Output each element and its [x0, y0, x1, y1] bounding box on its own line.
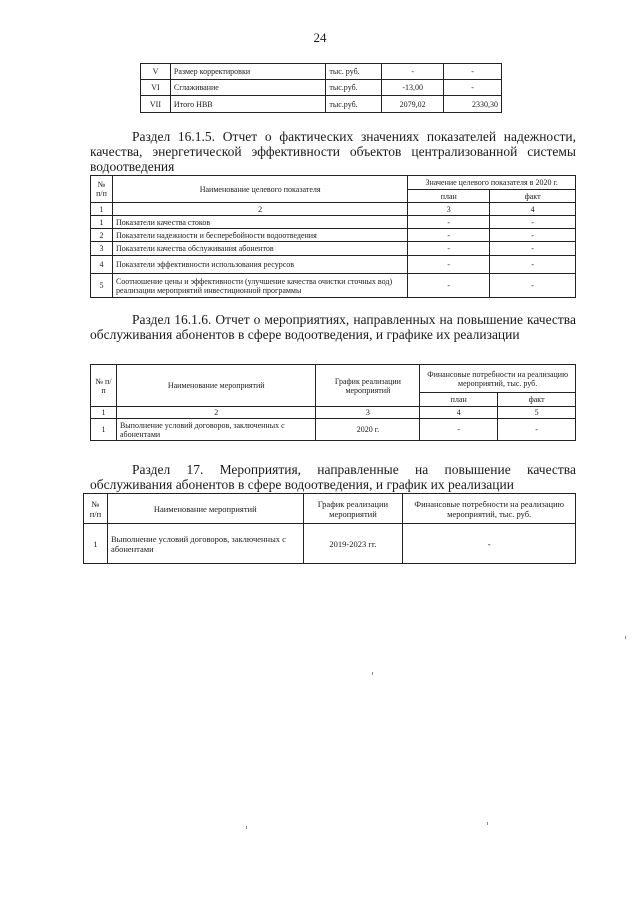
- header-schedule: График реализации мероприятий: [316, 365, 420, 407]
- row-unit: тыс.руб.: [326, 96, 382, 113]
- row-plan: -: [408, 256, 490, 274]
- row-name: Сглаживание: [170, 80, 325, 96]
- row-plan: -: [420, 419, 498, 441]
- row-plan: -: [408, 216, 490, 229]
- row-name: Выполнение условий договоров, заключенных с абонентами: [116, 419, 316, 441]
- row-name: Показатели качества стоков: [112, 216, 407, 229]
- scan-speck: [246, 826, 247, 829]
- column-index: 1: [91, 203, 113, 216]
- row-plan: -: [408, 242, 490, 256]
- row-value-1: -: [382, 64, 444, 80]
- row-finance: -: [403, 524, 576, 564]
- table-row: [84, 524, 576, 564]
- header-fact: факт: [490, 190, 576, 203]
- row-number: 1: [91, 419, 117, 441]
- row-value-2: -: [444, 64, 502, 80]
- row-number: 4: [91, 256, 113, 274]
- column-index-row: [91, 407, 576, 419]
- row-value-1: 2079,02: [382, 96, 444, 113]
- row-fact: -: [490, 242, 576, 256]
- row-schedule: 2019-2023 гг.: [303, 524, 403, 564]
- column-index: 2: [112, 203, 407, 216]
- column-index: 3: [408, 203, 490, 216]
- header-finance: Финансовые потребности на реализацию мероприятий, тыс. руб.: [420, 365, 576, 393]
- row-fact: -: [498, 419, 576, 441]
- scan-speck: [372, 672, 373, 675]
- row-value-1: -13,00: [382, 80, 444, 96]
- header-indicator-name: Наименование целевого показателя: [112, 176, 407, 203]
- row-number: 5: [91, 274, 113, 298]
- header-schedule: График реализации мероприятий: [303, 494, 403, 524]
- header-activity-name: Наименование мероприятий: [116, 365, 316, 407]
- row-value-2: 2330,30: [444, 96, 502, 113]
- section-16-1-6-heading: Раздел 16.1.6. Отчет о мероприятиях, направленных на повышение качества обслуживания абонентов в сфере водоотведения, и графике их реализации: [90, 312, 576, 342]
- table-row: [141, 80, 502, 96]
- row-name: Размер корректировки: [170, 64, 325, 80]
- section-16-1-5-heading: Раздел 16.1.5. Отчет о фактических значениях показателей надежности, качества, энергетической эффективности объектов централизованной системы водоотведения: [90, 129, 576, 174]
- row-schedule: 2020 г.: [316, 419, 420, 441]
- page-number: 24: [313, 30, 327, 45]
- row-fact: -: [490, 229, 576, 242]
- row-value-2: -: [444, 80, 502, 96]
- table-row: [91, 419, 576, 441]
- column-index: 1: [91, 407, 117, 419]
- row-unit: тыс.руб.: [326, 80, 382, 96]
- row-name: Выполнение условий договоров, заключенных с абонентами: [107, 524, 303, 564]
- row-fact: -: [490, 216, 576, 229]
- table-row: [91, 274, 576, 298]
- row-number: 2: [91, 229, 113, 242]
- table-row: [91, 242, 576, 256]
- table-row: [91, 229, 576, 242]
- row-number: 1: [91, 216, 113, 229]
- column-index: 3: [316, 407, 420, 419]
- column-index: 2: [116, 407, 316, 419]
- top-summary-table: [140, 63, 502, 113]
- table-row: [91, 216, 576, 229]
- section-16-1-5-table: [90, 175, 576, 298]
- column-index-row: [91, 203, 576, 216]
- column-index: 4: [490, 203, 576, 216]
- row-unit: тыс. руб.: [326, 64, 382, 80]
- section-16-1-6-table: [90, 364, 576, 441]
- row-plan: -: [408, 274, 490, 298]
- header-plan: план: [420, 393, 498, 407]
- row-name: Итого НВВ: [170, 96, 325, 113]
- row-name: Показатели надежности и бесперебойности водоотведения: [112, 229, 407, 242]
- row-number: 3: [91, 242, 113, 256]
- section-17-table: [83, 493, 576, 564]
- row-number: 1: [84, 524, 108, 564]
- row-fact: -: [490, 274, 576, 298]
- table-row: [141, 64, 502, 80]
- table-row: [141, 96, 502, 113]
- row-number: V: [141, 64, 171, 80]
- scan-speck: [625, 636, 626, 639]
- row-fact: -: [490, 256, 576, 274]
- header-number: № п/п: [91, 176, 113, 203]
- header-plan: план: [408, 190, 490, 203]
- header-finance: Финансовые потребности на реализацию мероприятий, тыс. руб.: [403, 494, 576, 524]
- column-index: 5: [498, 407, 576, 419]
- row-name: Показатели качества обслуживания абонентов: [112, 242, 407, 256]
- header-target-value: Значение целевого показателя в 2020 г.: [408, 176, 576, 190]
- header-activity-name: Наименование мероприятий: [107, 494, 303, 524]
- row-number: VII: [141, 96, 171, 113]
- row-name: Соотношение цены и эффективности (улучшение качества очистки сточных вод) реализации мероприятий инвестиционной программы: [112, 274, 407, 298]
- header-fact: факт: [498, 393, 576, 407]
- scan-speck: [487, 822, 488, 825]
- column-index: 4: [420, 407, 498, 419]
- section-17-heading: Раздел 17. Мероприятия, направленные на повышение качества обслуживания абонентов в сфере водоотведения, и график их реализации: [90, 462, 576, 492]
- table-row: [91, 256, 576, 274]
- header-number: № п/п: [91, 365, 117, 407]
- header-number: № п/п: [84, 494, 108, 524]
- row-number: VI: [141, 80, 171, 96]
- row-plan: -: [408, 229, 490, 242]
- row-name: Показатели эффективности использования ресурсов: [112, 256, 407, 274]
